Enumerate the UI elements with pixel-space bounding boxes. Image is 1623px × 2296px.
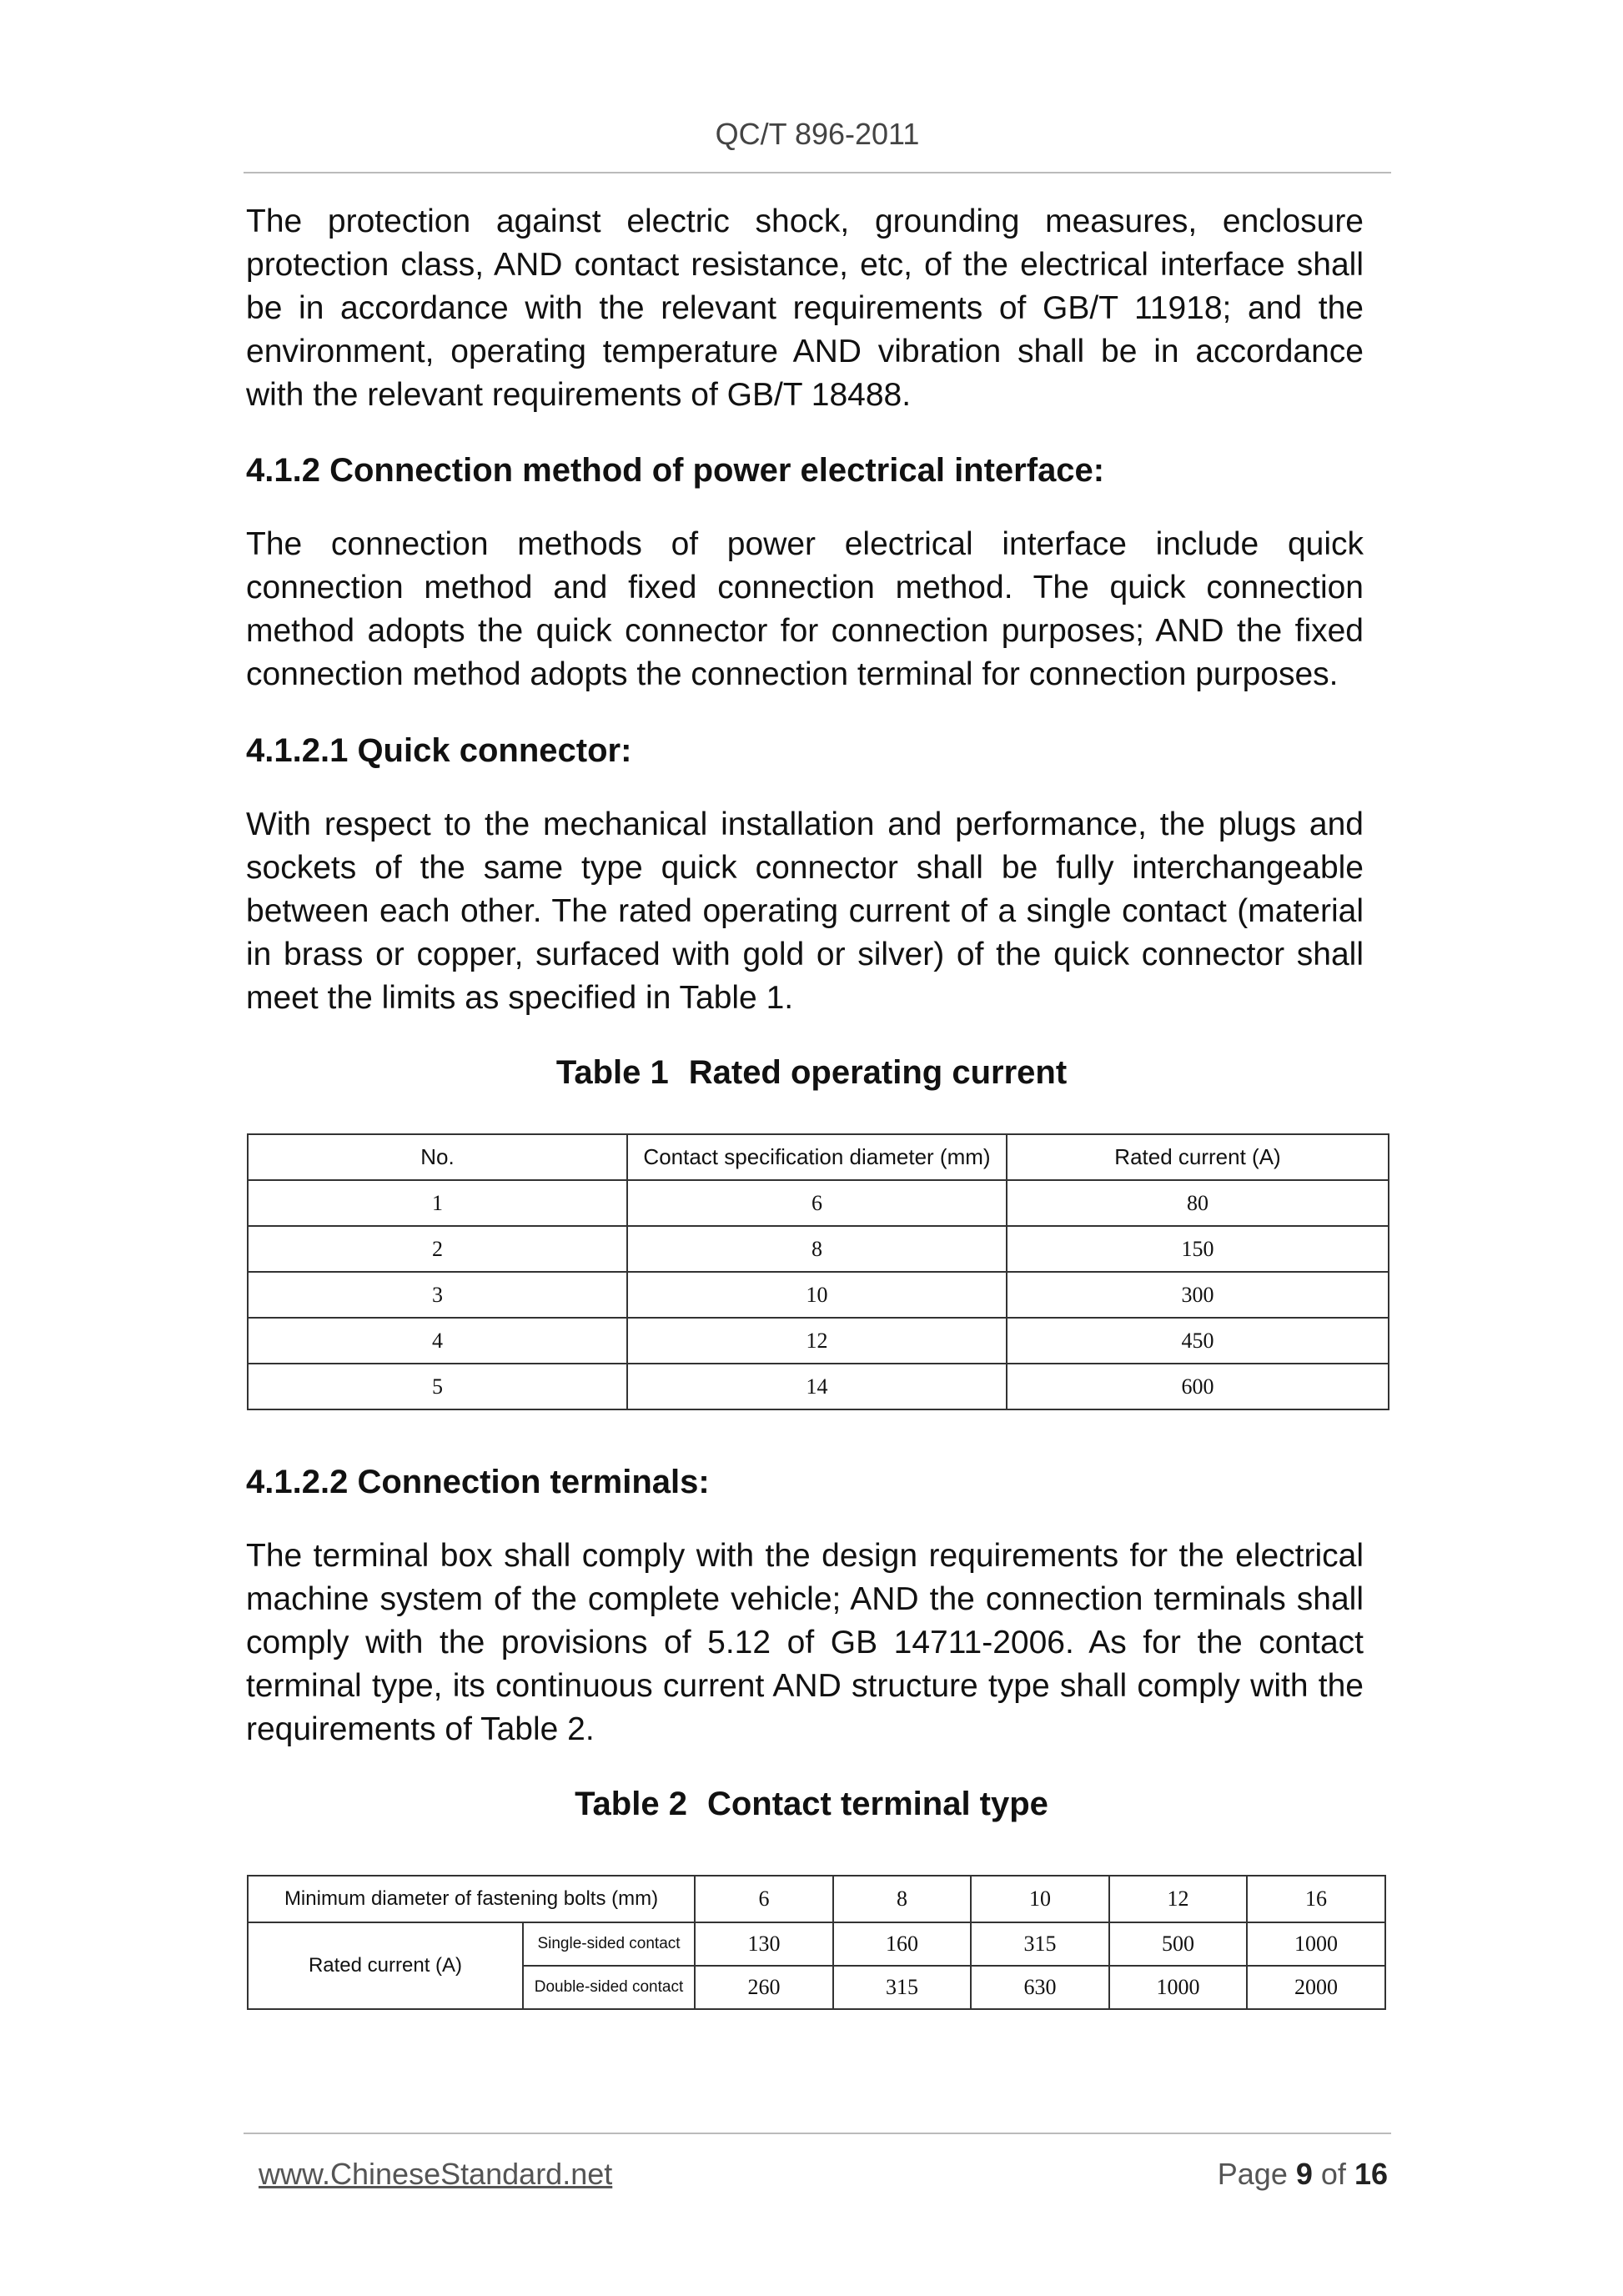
- table-cell: 1: [248, 1180, 627, 1226]
- single-sided-label: Single-sided contact: [523, 1922, 695, 1966]
- page-of: of: [1320, 2157, 1346, 2191]
- table-cell: 5: [248, 1364, 627, 1409]
- table-row: [248, 1180, 1389, 1226]
- table-cell: 1000: [1247, 1922, 1385, 1966]
- paragraph-connection-terminals: The terminal box shall comply with the design requirements for the electrical machine system of the complete vehicle; AND the connection terminals shall comply with the provisions of 5.12 of GB 14711-2006. As for the contact terminal type, its continuous current AND structure type shall comply with the requirements of Table 2.: [246, 1538, 1364, 1747]
- single-sided-row: [248, 1922, 1385, 1966]
- table-cell: 160: [833, 1922, 971, 1966]
- table-cell: 300: [1007, 1272, 1389, 1318]
- table-cell: 3: [248, 1272, 627, 1318]
- bolt-diameter-row: [248, 1876, 1385, 1922]
- table-cell: 16: [1247, 1876, 1385, 1922]
- rated-current-label: Rated current (A): [248, 1922, 523, 2009]
- footer-divider: [244, 2133, 1391, 2134]
- table-cell: 630: [971, 1966, 1109, 2009]
- table-cell: 8: [627, 1226, 1007, 1272]
- table-cell: 8: [833, 1876, 971, 1922]
- table-row: [248, 1318, 1389, 1364]
- table-cell: 600: [1007, 1364, 1389, 1409]
- table-cell: 6: [627, 1180, 1007, 1226]
- table-cell: 260: [695, 1966, 833, 2009]
- table2-caption-number: Table 2: [575, 1786, 687, 1822]
- table-cell: 150: [1007, 1226, 1389, 1272]
- website-link[interactable]: www.ChineseStandard.net: [259, 2157, 613, 2191]
- header-divider: [244, 172, 1391, 173]
- table-cell: 1000: [1109, 1966, 1247, 2009]
- paragraph-connection-methods: The connection methods of power electrical interface include quick connection method and fixed connection method. The quick connection method adopts the quick connector for connection purposes; AND the fixed connection method adopts the connection terminal for connection purposes.: [246, 526, 1364, 692]
- bolt-diameter-label: Minimum diameter of fastening bolts (mm): [248, 1876, 695, 1922]
- page-total: 16: [1354, 2157, 1388, 2191]
- page-indicator: [1218, 2157, 1388, 2192]
- table-cell: 10: [971, 1876, 1109, 1922]
- table-cell: 130: [695, 1922, 833, 1966]
- table-cell: 14: [627, 1364, 1007, 1409]
- table-cell: 2000: [1247, 1966, 1385, 2009]
- table-cell: 2: [248, 1226, 627, 1272]
- paragraph-quick-connector: With respect to the mechanical installation and performance, the plugs and sockets of the same type quick connector shall be fully interchangeable between each other. The rated operating current of a single contact (material in brass or copper, surfaced with gold or silver) of the quick connector shall meet the limits as specified in Table 1.: [246, 806, 1364, 1016]
- column-header-rated-current: Rated current (A): [1007, 1134, 1389, 1180]
- double-sided-label: Double-sided contact: [523, 1966, 695, 2009]
- document-code-header: QC/T 896-2011: [715, 117, 920, 151]
- table-header-row: [248, 1134, 1389, 1180]
- table1-caption-title: Rated operating current: [688, 1054, 1068, 1091]
- contact-terminal-type-table: [247, 1875, 1386, 2010]
- table2-caption: [0, 1786, 1623, 1823]
- table-row: [248, 1272, 1389, 1318]
- table-cell: 315: [971, 1922, 1109, 1966]
- section-heading-4-1-2: 4.1.2 Connection method of power electrical interface:: [246, 452, 1105, 489]
- table-cell: 10: [627, 1272, 1007, 1318]
- table-cell: 500: [1109, 1922, 1247, 1966]
- table-row: [248, 1364, 1389, 1409]
- column-header-no: No.: [248, 1134, 627, 1180]
- table-cell: 80: [1007, 1180, 1389, 1226]
- table2-caption-title: Contact terminal type: [706, 1786, 1048, 1822]
- table-cell: 315: [833, 1966, 971, 2009]
- table1-caption-number: Table 1: [555, 1054, 669, 1091]
- table-cell: 450: [1007, 1318, 1389, 1364]
- section-heading-4-1-2-1: 4.1.2.1 Quick connector:: [246, 732, 632, 769]
- table-cell: 4: [248, 1318, 627, 1364]
- page-current: 9: [1295, 2157, 1313, 2191]
- rated-operating-current-table: [247, 1133, 1389, 1410]
- table1-caption: [0, 1054, 1623, 1092]
- table-row: [248, 1226, 1389, 1272]
- table-cell: 12: [1109, 1876, 1247, 1922]
- page-prefix: Page: [1217, 2157, 1288, 2191]
- table-cell: 6: [695, 1876, 833, 1922]
- table-cell: 12: [627, 1318, 1007, 1364]
- section-heading-4-1-2-2: 4.1.2.2 Connection terminals:: [246, 1464, 710, 1500]
- paragraph-interface-requirements: The protection against electric shock, grounding measures, enclosure protection class, AND contact resistance, etc, of the electrical interface shall be in accordance with the relevant requirements of GB/T 11918; and the environment, operating temperature AND vibration shall be in accordance with the relevant requirements of GB/T 18488.: [246, 203, 1364, 413]
- column-header-diameter: Contact specification diameter (mm): [627, 1134, 1007, 1180]
